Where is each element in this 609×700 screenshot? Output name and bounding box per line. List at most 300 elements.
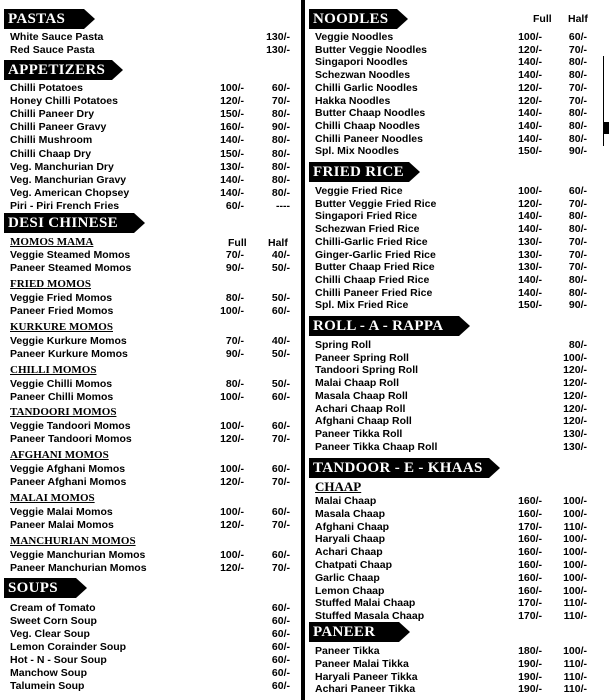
menu-item-name: Afghani Chaap (315, 520, 390, 533)
menu-item (0, 249, 301, 262)
menu-item-price-full: 140/- (518, 223, 542, 236)
menu-item-price-full: 80/- (225, 378, 244, 390)
menu-item-price-half: 100/- (563, 584, 587, 597)
menu-item-price-half: 60/- (271, 391, 290, 403)
menu-item-name: Achari Chaap (315, 546, 383, 559)
menu-item (0, 121, 301, 134)
menu-item (0, 641, 301, 654)
menu-item-name: Singapori Fried Rice (315, 210, 418, 223)
subsection-title-kurkure-momos: KURKURE MOMOS (10, 321, 113, 333)
menu-item (305, 69, 609, 82)
menu-item-price: 120/- (563, 389, 587, 402)
menu-item (305, 671, 609, 684)
menu-item-name: Talumein Soup (10, 680, 85, 692)
menu-item-name: Afghani Chaap Roll (315, 415, 412, 428)
menu-item (305, 508, 609, 521)
menu-item-price: 60/- (271, 654, 290, 666)
menu-item-price-full: 190/- (518, 683, 542, 696)
menu-item (0, 476, 301, 489)
menu-item-price-half: 70/- (568, 43, 587, 56)
menu-item (0, 95, 301, 108)
menu-item-name: Chilli Paneer Noodles (315, 132, 423, 145)
menu-item-name: Veggie Noodles (315, 31, 394, 43)
menu-item-name: Paneer Chilli Momos (10, 391, 114, 403)
menu-item (305, 223, 609, 236)
menu-item (305, 559, 609, 572)
menu-item-name: Sweet Corn Soup (10, 615, 97, 627)
menu-item-price-full: 140/- (518, 132, 542, 145)
menu-item-name: Veggie Malai Momos (10, 506, 113, 518)
menu-item (305, 683, 609, 696)
menu-item-price-half: 80/- (568, 107, 587, 120)
menu-item (0, 348, 301, 361)
menu-item-price-half: 60/- (271, 506, 290, 518)
menu-item (305, 352, 609, 365)
menu-item-price-full: 170/- (518, 520, 542, 533)
menu-item-name: Butter Veggie Noodles (315, 43, 428, 56)
subsection-title-tandoori-momos: TANDOORI MOMOS (10, 406, 117, 418)
menu-item-name: Malai Chaap Roll (315, 377, 400, 390)
menu-item-name: Cream of Tomato (10, 602, 96, 614)
menu-item (0, 615, 301, 628)
menu-item-name: Veg. American Chopsey (10, 186, 130, 199)
menu-item (305, 249, 609, 262)
menu-item-price-half: 80/- (568, 56, 587, 69)
menu-item-name: Veggie Chilli Momos (10, 378, 113, 390)
menu-item-price-full: 70/- (225, 335, 244, 347)
subsection-title-momos-mama: MOMOS MAMA (10, 236, 94, 248)
subsection-title-chaap: CHAAP (315, 479, 362, 494)
menu-item-name: Paneer Spring Roll (315, 351, 409, 364)
menu-item-name: Paneer Malai Momos (10, 519, 114, 531)
subsection-title-malai-momos: MALAI MOMOS (10, 492, 95, 504)
menu-item-price-half: 90/- (271, 121, 290, 134)
section-banner-soups: SOUPS (4, 578, 76, 598)
menu-item-price-half: 100/- (563, 507, 587, 520)
menu-item-price-half: 70/- (271, 476, 290, 488)
menu-item-price-half: 80/- (271, 134, 290, 147)
menu-item-price-full: 100/- (220, 391, 244, 403)
menu-item-name: Paneer Fried Momos (10, 305, 114, 317)
menu-item (0, 108, 301, 121)
menu-item (0, 187, 301, 200)
subsection-title-chilli-momos: CHILLI MOMOS (10, 364, 97, 376)
menu-item-name: Chilli Paneer Dry (10, 108, 95, 121)
menu-item-name: Lemon Chaap (315, 584, 385, 597)
menu-item-name: Chilli Chaap Noodles (315, 119, 421, 132)
menu-item-price-full: 140/- (518, 107, 542, 120)
menu-item (305, 597, 609, 610)
menu-item (305, 198, 609, 211)
menu-item (0, 161, 301, 174)
menu-item-price-full: 140/- (518, 56, 542, 69)
menu-item-price-full: 140/- (518, 69, 542, 82)
menu-item-name: Chilli Potatoes (10, 82, 83, 94)
right-edge-rail (603, 56, 609, 146)
menu-item-price-half: 60/- (271, 82, 290, 94)
menu-item-price-full: 90/- (225, 348, 244, 360)
menu-item-price-half: 70/- (568, 94, 587, 107)
menu-item-price-full: 180/- (518, 645, 542, 657)
menu-item-price-full: 120/- (220, 562, 244, 574)
menu-item-name: Chilli Garlic Noodles (315, 81, 418, 94)
menu-item (305, 120, 609, 133)
menu-item-price-half: 70/- (271, 562, 290, 574)
menu-item-price-half: 80/- (271, 147, 290, 160)
menu-item-price-full: 100/- (220, 82, 244, 94)
menu-item-price-full: 130/- (518, 235, 542, 248)
menu-item-price-full: 140/- (220, 134, 244, 147)
menu-item-name: Veggie Tandoori Momos (10, 420, 131, 432)
menu-item-price-half: 80/- (271, 108, 290, 121)
menu-item-name: Butter Veggie Fried Rice (315, 197, 437, 210)
menu-item-price-full: 140/- (220, 186, 244, 199)
menu-item-price-full: 120/- (518, 94, 542, 107)
menu-item (0, 562, 301, 575)
menu-item-price-full: 140/- (518, 273, 542, 286)
menu-item (0, 305, 301, 318)
menu-item-price-full: 100/- (220, 305, 244, 317)
menu-item-price-half: 50/- (271, 348, 290, 360)
menu-item-name: Hot - N - Sour Soup (10, 654, 107, 666)
menu-item-price-half: 80/- (568, 132, 587, 145)
menu-item-price: 60/- (271, 615, 290, 627)
menu-item (305, 274, 609, 287)
menu-item-price-full: 170/- (518, 597, 542, 610)
menu-item-price: 80/- (568, 339, 587, 351)
menu-item (305, 299, 609, 312)
menu-item-price: 120/- (563, 377, 587, 390)
column-header-full: Full (533, 13, 552, 25)
menu-item (305, 133, 609, 146)
menu-item-price-full: 70/- (225, 249, 244, 261)
column-header-half: Half (268, 237, 288, 249)
section-banner-pastas: PASTAS (4, 9, 84, 29)
menu-item-name: White Sauce Pasta (10, 31, 104, 43)
menu-item-price-full: 140/- (220, 173, 244, 186)
section-banner-desi-chinese: DESI CHINESE (4, 213, 134, 233)
menu-item-name: Achari Chaap Roll (315, 402, 406, 415)
menu-item-price-full: 130/- (518, 248, 542, 261)
menu-item-price-half: 60/- (568, 31, 587, 43)
menu-item-name: Paneer Tikka Roll (315, 427, 403, 440)
menu-item-price-full: 150/- (518, 145, 542, 158)
menu-item-price: 130/- (563, 440, 587, 453)
menu-item-price: 130/- (563, 427, 587, 440)
menu-item-price-half: 40/- (271, 335, 290, 347)
menu-item-price-full: 130/- (518, 261, 542, 274)
menu-item-price-full: 150/- (220, 147, 244, 160)
menu-item-price-full: 150/- (220, 108, 244, 121)
menu-item-name: Piri - Piri French Fries (10, 199, 120, 212)
menu-item-price: 60/- (271, 628, 290, 640)
menu-item-price-full: 120/- (518, 81, 542, 94)
menu-item (0, 602, 301, 615)
menu-item-price-full: 140/- (518, 286, 542, 299)
menu-item (305, 261, 609, 274)
menu-item-price-full: 100/- (220, 506, 244, 518)
menu-item-name: Honey Chilli Potatoes (10, 95, 118, 108)
menu-item-price-full: 100/- (220, 549, 244, 561)
menu-item-price-half: 110/- (563, 520, 587, 533)
menu-item-price-half: 70/- (568, 248, 587, 261)
menu-item-price-half: 70/- (568, 235, 587, 248)
menu-item-price-full: 160/- (220, 121, 244, 134)
menu-item (305, 546, 609, 559)
menu-item-price-half: 80/- (271, 173, 290, 186)
menu-item (305, 44, 609, 57)
menu-item-name: Singapori Noodles (315, 56, 408, 69)
menu-item (305, 56, 609, 69)
menu-item-name: Chilli Paneer Fried Rice (315, 286, 433, 299)
menu-item (305, 572, 609, 585)
menu-item (305, 390, 609, 403)
menu-item-price-half: 80/- (568, 223, 587, 236)
menu-item-price-full: 160/- (518, 495, 542, 507)
menu-item-price-full: 120/- (220, 519, 244, 531)
section-banner-tandoor-e-khaas: TANDOOR - E - KHAAS (309, 458, 489, 478)
menu-item-name: Butter Chaap Fried Rice (315, 261, 435, 274)
menu-item-name: Paneer Tandoori Momos (10, 433, 132, 445)
menu-item-price-half: 90/- (568, 299, 587, 312)
menu-item (305, 521, 609, 534)
menu-item-price-half: 80/- (568, 69, 587, 82)
menu-item-price: 120/- (563, 415, 587, 428)
menu-item-price: 120/- (563, 364, 587, 377)
menu-item (305, 441, 609, 454)
menu-item-price-full: 120/- (518, 43, 542, 56)
column-header-full: Full (228, 237, 247, 249)
menu-item (0, 378, 301, 391)
menu-item-name: Veggie Fried Rice (315, 185, 403, 197)
menu-item-name: Veggie Fried Momos (10, 292, 113, 304)
menu-item-price-half: 110/- (563, 683, 587, 696)
menu-item-price-full: 80/- (225, 292, 244, 304)
menu-item (0, 335, 301, 348)
menu-item-name: Malai Chaap (315, 495, 377, 507)
menu-item-name: Veg. Manchurian Dry (10, 160, 114, 173)
menu-item-price-full: 160/- (518, 507, 542, 520)
menu-item-price-half: ---- (276, 199, 290, 212)
column-header-half: Half (568, 13, 588, 25)
menu-item (305, 533, 609, 546)
menu-item-price-half: 60/- (568, 185, 587, 197)
menu-item-name: Paneer Tikka Chaap Roll (315, 440, 438, 453)
menu-item-name: Veggie Steamed Momos (10, 249, 131, 261)
menu-item-price-half: 100/- (563, 571, 587, 584)
menu-item (0, 82, 301, 95)
menu-item-name: Chilli Chaap Dry (10, 147, 92, 160)
menu-item (0, 628, 301, 641)
menu-item-name: Chilli-Garlic Fried Rice (315, 235, 428, 248)
menu-item-name: Veggie Manchurian Momos (10, 549, 146, 561)
menu-item (0, 134, 301, 147)
menu-item (305, 236, 609, 249)
menu-item-name: Tandoori Spring Roll (315, 364, 419, 377)
menu-item (0, 44, 301, 57)
menu-item-name: Hakka Noodles (315, 94, 391, 107)
menu-item (0, 519, 301, 532)
menu-item-name: Chatpati Chaap (315, 559, 393, 571)
section-banner-appetizers: APPETIZERS (4, 60, 112, 80)
menu-item-name: Garlic Chaap (315, 571, 380, 584)
menu-item-price-half: 80/- (568, 286, 587, 299)
menu-item-name: Stuffed Masala Chaap (315, 610, 425, 623)
menu-item (0, 391, 301, 404)
menu-item-price-half: 70/- (271, 433, 290, 445)
menu-item-price-half: 70/- (271, 519, 290, 531)
section-banner-roll-a-rappa: ROLL - A - RAPPA (309, 316, 459, 336)
menu-item (0, 31, 301, 44)
menu-item-price-half: 50/- (271, 378, 290, 390)
menu-item-name: Chilli Mushroom (10, 134, 93, 147)
menu-item-price: 130/- (266, 44, 290, 56)
menu-item-price-half: 70/- (568, 197, 587, 210)
section-banner-noodles: NOODLES (309, 9, 397, 29)
menu-item-name: Veg. Clear Soup (10, 628, 90, 640)
menu-item-price-full: 190/- (518, 657, 542, 670)
menu-item-name: Paneer Steamed Momos (10, 262, 132, 274)
menu-item-price-full: 100/- (220, 420, 244, 432)
menu-item-price-half: 60/- (271, 305, 290, 317)
menu-item-price-full: 140/- (518, 119, 542, 132)
menu-item-price-full: 130/- (220, 160, 244, 173)
menu-item-price-full: 150/- (518, 299, 542, 312)
menu-item-price-half: 100/- (563, 533, 587, 546)
menu-item (0, 292, 301, 305)
menu-item-price-full: 140/- (518, 210, 542, 223)
menu-item (0, 667, 301, 680)
menu-item-price-half: 70/- (271, 95, 290, 108)
menu-item-name: Spl. Mix Fried Rice (315, 299, 409, 312)
menu-item-name: Paneer Kurkure Momos (10, 348, 128, 360)
menu-item (305, 339, 609, 352)
menu-item-price-half: 100/- (563, 495, 587, 507)
menu-item-price-half: 60/- (271, 549, 290, 561)
menu-item (0, 174, 301, 187)
menu-item-name: Veggie Afghani Momos (10, 463, 126, 475)
menu-item-name: Paneer Malai Tikka (315, 657, 409, 670)
menu-item-price-full: 120/- (220, 433, 244, 445)
menu-item-price-half: 110/- (563, 597, 587, 610)
menu-item-price-half: 110/- (563, 657, 587, 670)
menu-item (0, 463, 301, 476)
menu-item-name: Masala Chaap (315, 507, 386, 520)
subsection-title-manchurian-momos: MANCHURIAN MOMOS (10, 535, 136, 547)
menu-item-price-half: 60/- (271, 463, 290, 475)
menu-item-price: 60/- (271, 641, 290, 653)
menu-item-name: Chilli Paneer Gravy (10, 121, 107, 134)
menu-item-price: 130/- (266, 31, 290, 43)
menu-item-price-full: 190/- (518, 670, 542, 683)
menu-item-price-full: 100/- (220, 463, 244, 475)
menu-item-price: 60/- (271, 680, 290, 692)
menu-item (305, 185, 609, 198)
menu-item (305, 107, 609, 120)
menu-item (305, 415, 609, 428)
section-banner-paneer: PANEER (309, 622, 399, 642)
menu-item-price-full: 160/- (518, 533, 542, 546)
menu-item-name: Veg. Manchurian Gravy (10, 173, 127, 186)
menu-item-price-half: 50/- (271, 292, 290, 304)
menu-item (0, 200, 301, 213)
menu-item-name: Paneer Manchurian Momos (10, 562, 147, 574)
menu-item (0, 148, 301, 161)
menu-item-price-half: 100/- (563, 546, 587, 559)
menu-item (0, 654, 301, 667)
menu-item-price: 100/- (563, 351, 587, 364)
menu-item-price-half: 80/- (271, 186, 290, 199)
menu-item (0, 262, 301, 275)
menu-item-price-half: 70/- (568, 261, 587, 274)
menu-item-name: Red Sauce Pasta (10, 44, 95, 56)
section-banner-fried-rice: FRIED RICE (309, 162, 409, 182)
menu-item-name: Ginger-Garlic Fried Rice (315, 248, 436, 261)
menu-item-name: Paneer Afghani Momos (10, 476, 127, 488)
menu-item-price-half: 60/- (271, 420, 290, 432)
menu-item (305, 210, 609, 223)
menu-item (0, 420, 301, 433)
menu-item (305, 495, 609, 508)
menu-item (0, 506, 301, 519)
menu-item (305, 428, 609, 441)
menu-item-name: Schezwan Fried Rice (315, 223, 420, 236)
menu-item-price-full: 100/- (518, 31, 542, 43)
menu-item-price-full: 120/- (220, 476, 244, 488)
menu-item-name: Achari Paneer Tikka (315, 683, 416, 696)
menu-item (305, 287, 609, 300)
menu-item-price-half: 100/- (563, 645, 587, 657)
menu-item-price: 60/- (271, 602, 290, 614)
menu-item-price-full: 160/- (518, 584, 542, 597)
menu-item-name: Schezwan Noodles (315, 69, 411, 82)
menu-item (305, 31, 609, 44)
menu-item-price-half: 80/- (568, 119, 587, 132)
menu-item (0, 433, 301, 446)
menu-item-name: Butter Chaap Noodles (315, 107, 426, 120)
menu-item-name: Spl. Mix Noodles (315, 145, 400, 158)
menu-item (305, 658, 609, 671)
menu-item-price: 60/- (271, 667, 290, 679)
menu-item-price-full: 160/- (518, 559, 542, 571)
menu-item (305, 377, 609, 390)
menu-item-price-half: 100/- (563, 559, 587, 571)
menu-item-price-full: 100/- (518, 185, 542, 197)
menu-item-price-full: 120/- (518, 197, 542, 210)
menu-item-name: Haryali Chaap (315, 533, 386, 546)
subsection-title-fried-momos: FRIED MOMOS (10, 278, 91, 290)
menu-item-price-half: 50/- (271, 262, 290, 274)
menu-item-price-half: 110/- (563, 610, 587, 623)
menu-item (0, 680, 301, 693)
menu-item-name: Manchow Soup (10, 667, 87, 679)
menu-item (305, 95, 609, 108)
menu-item (305, 364, 609, 377)
menu-item (0, 549, 301, 562)
menu-item-name: Paneer Tikka (315, 645, 380, 657)
menu-item-name: Chilli Chaap Fried Rice (315, 273, 430, 286)
menu-item-price-full: 160/- (518, 571, 542, 584)
menu-item-price-half: 80/- (271, 160, 290, 173)
menu-item-price-full: 60/- (225, 199, 244, 212)
menu-item (305, 82, 609, 95)
menu-item-price-half: 90/- (568, 145, 587, 158)
menu-item (305, 145, 609, 158)
menu-item-price: 120/- (563, 402, 587, 415)
menu-item-price-half: 80/- (568, 210, 587, 223)
menu-item-price-full: 160/- (518, 546, 542, 559)
menu-item (305, 403, 609, 416)
